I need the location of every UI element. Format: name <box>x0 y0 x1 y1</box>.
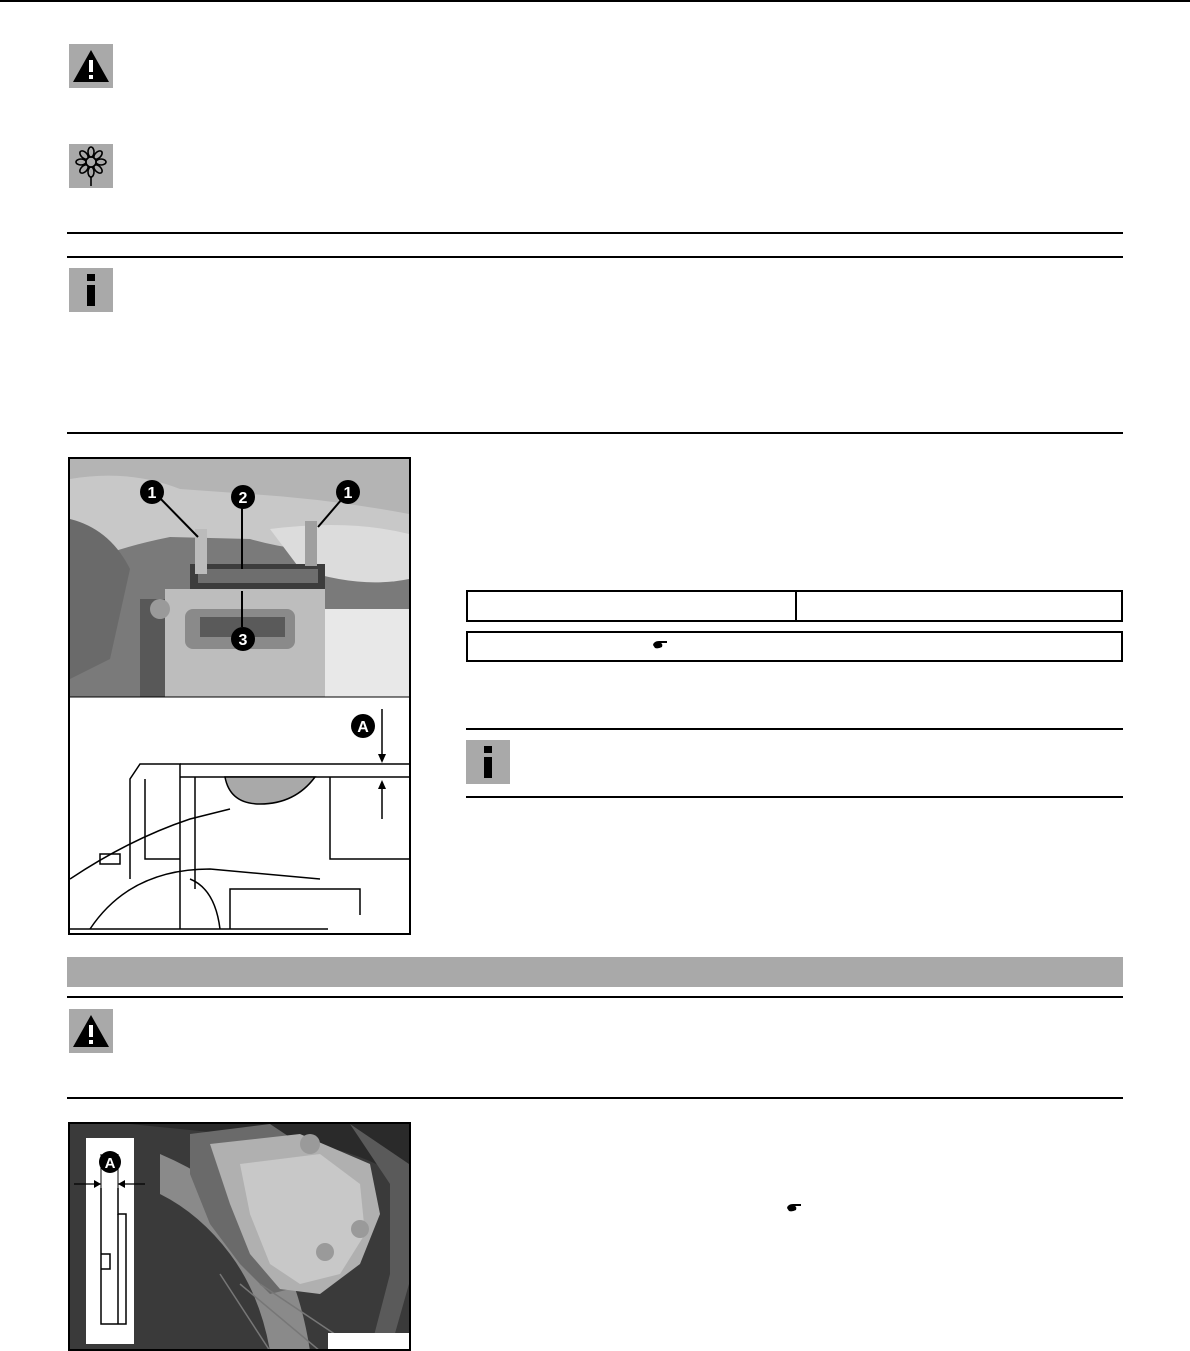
callout-2-label: 2 <box>238 490 248 507</box>
spec-table-row <box>466 590 1123 622</box>
brake-disc-photo-figure <box>68 1122 411 1351</box>
callout-1b-label: 1 <box>343 485 353 502</box>
warning-icon <box>69 1009 113 1053</box>
section-rule <box>67 1097 1123 1099</box>
spec-table-divider <box>795 592 797 620</box>
brake-pad-photo-figure <box>68 457 411 935</box>
environment-flower-icon <box>69 144 113 188</box>
dimension-a-label: A <box>357 719 369 736</box>
callout-1-label: 1 <box>147 485 157 502</box>
info-rule <box>466 796 1123 798</box>
section-rule <box>67 432 1123 434</box>
page-top-rule <box>0 0 1190 2</box>
reference-table-row <box>466 631 1123 662</box>
warning-icon <box>69 44 113 88</box>
callout-3-label: 3 <box>238 632 248 649</box>
info-icon <box>466 740 510 784</box>
section-heading-bar <box>67 957 1123 987</box>
section-rule <box>67 232 1123 234</box>
pointing-hand-icon <box>652 636 668 654</box>
info-rule <box>466 728 1123 730</box>
info-icon <box>69 268 113 312</box>
section-rule <box>67 996 1123 998</box>
pointing-hand-icon <box>786 1199 802 1217</box>
dimension-a-label: A <box>104 1155 116 1172</box>
section-rule <box>67 256 1123 258</box>
